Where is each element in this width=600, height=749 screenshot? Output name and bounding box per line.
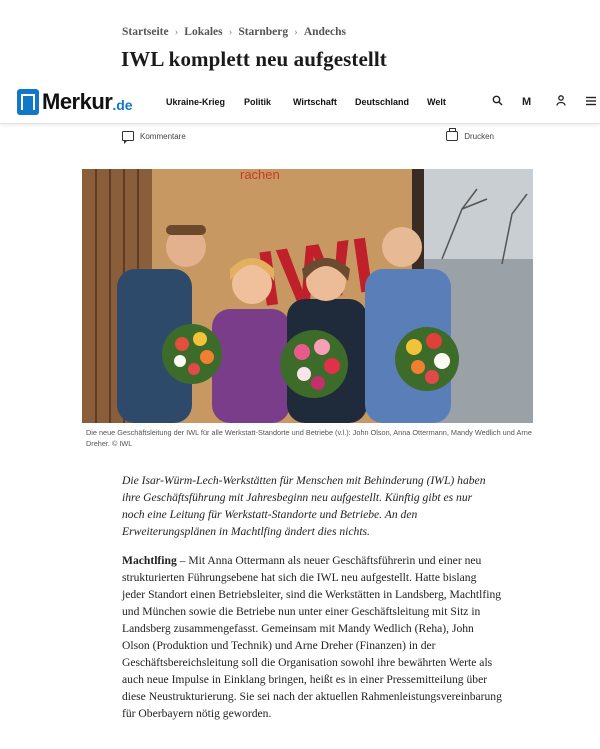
breadcrumb-starnberg[interactable]: Starnberg bbox=[238, 26, 289, 38]
comments-link[interactable] bbox=[122, 131, 186, 141]
comments-label: Kommentare bbox=[140, 131, 186, 141]
breadcrumb-lokales[interactable]: Lokales bbox=[184, 26, 223, 38]
nav-item-ukraine-krieg[interactable]: Ukraine-Krieg bbox=[166, 97, 226, 107]
breadcrumb-startseite[interactable]: Startseite bbox=[122, 26, 169, 38]
print-label: Drucken bbox=[464, 131, 494, 141]
comment-icon bbox=[122, 131, 134, 141]
breadcrumb-separator: › bbox=[294, 26, 298, 38]
dateline: Machtlfing bbox=[122, 554, 177, 567]
site-header bbox=[0, 82, 600, 124]
merkur-logo[interactable] bbox=[17, 89, 133, 115]
search-icon[interactable] bbox=[492, 95, 503, 109]
breadcrumb-separator: › bbox=[174, 26, 179, 38]
article-lead: Die Isar-Würm-Lech-Werkstätten für Menschen mit Behinderung (IWL) haben ihre Geschäftsführung mit Jahresbeginn neu aufgestellt. Künftig gibt es nur noch eine Leitung für Werkstatt-Standorte und Betriebe. An den Erweiterungsplänen in Machtlfing ändert dies nichts. bbox=[122, 474, 486, 538]
page-title: IWL komplett neu aufgestellt bbox=[121, 47, 387, 71]
user-icon[interactable] bbox=[556, 95, 566, 109]
article-photo bbox=[82, 169, 533, 423]
logo-text: Merkur bbox=[42, 89, 113, 114]
menu-icon[interactable] bbox=[586, 95, 596, 109]
nav-item-deutschland[interactable]: Deutschland bbox=[355, 97, 410, 107]
breadcrumb bbox=[122, 26, 346, 38]
nav-item-wirtschaft[interactable]: Wirtschaft bbox=[293, 97, 337, 107]
logo-tld: .de bbox=[112, 97, 133, 113]
m-icon[interactable]: M bbox=[522, 96, 532, 108]
nav-item-politik[interactable]: Politik bbox=[244, 97, 272, 107]
merkur-logo-icon bbox=[17, 89, 39, 115]
printer-icon bbox=[446, 131, 458, 141]
nav-item-welt[interactable]: Welt bbox=[427, 97, 446, 107]
article-body bbox=[122, 552, 502, 722]
sign-top-text: rachen bbox=[240, 169, 280, 182]
breadcrumb-andechs[interactable]: Andechs bbox=[303, 26, 347, 38]
breadcrumb-separator: › bbox=[228, 26, 233, 38]
photo-caption: Die neue Geschäftsleitung der IWL für alle Werkstatt-Standorte und Betriebe (v.l.): John Olson, Anna Ottermann, Mandy Wedlich und Arne Dreher. © IWL bbox=[86, 428, 532, 448]
print-button[interactable] bbox=[446, 131, 494, 141]
body-text: – Mit Anna Ottermann als neuer Geschäftsführerin und einer neu strukturierten Führungsebene hat sich die IWL neu aufgestellt. Hatte bislang jeder Standort einen Betriebsleiter, sind die Werkstätten in Landsberg, Machtlfing und München sowie die Betriebe nun unter einer Geschäftsleitung mit Sitz in Landsberg zusammengefasst. Gemeinsam mit Mandy Wedlich (Reha), John Olson (Produktion und Technik) und Arne Dreher (Finanzen) in der Geschäftsbereichsleitung soll die Organisation sowohl ihre bewährten Werte als auch neue Impulse in Einklang bringen, heißt es in einer Pressemitteilung über diese Neustrukturierung. Sie sei nach der aktuellen Rahmenleistungsvereinbarung für Oberbayern nötig geworden. bbox=[122, 554, 502, 720]
